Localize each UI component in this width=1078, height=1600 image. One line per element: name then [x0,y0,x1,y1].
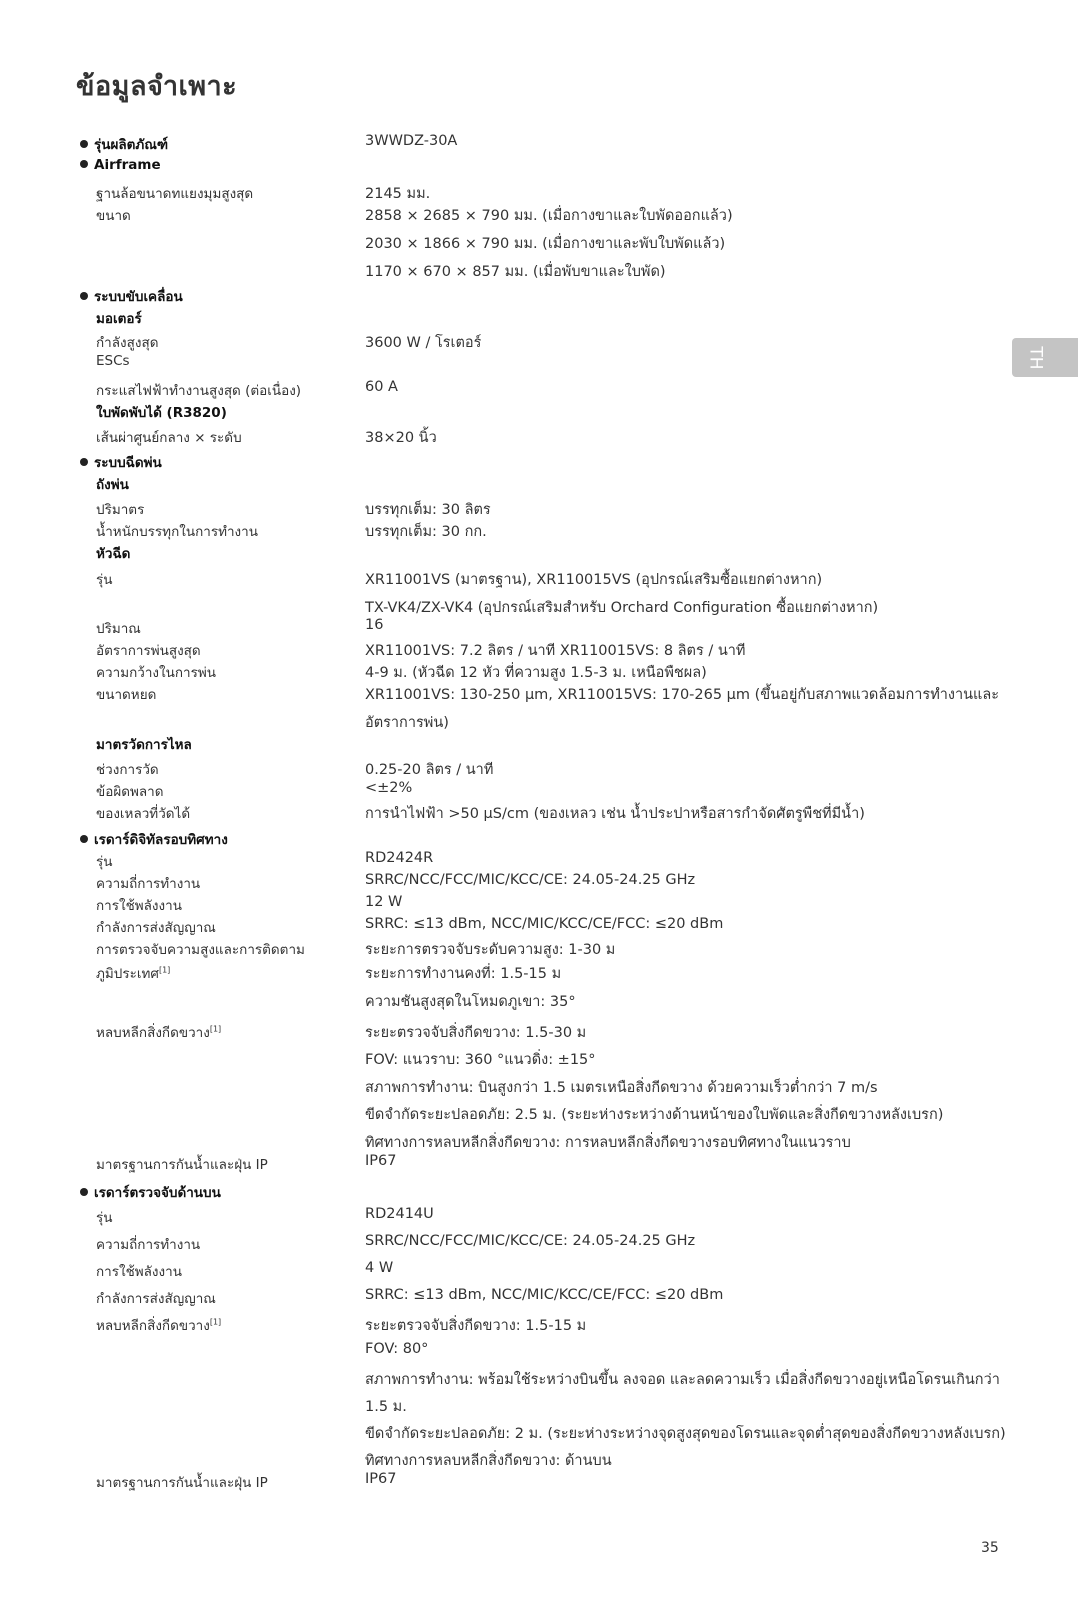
spec-value: SRRC: ≤13 dBm, NCC/MIC/KCC/CE/FCC: ≤20 dBm [365,1287,724,1303]
bullet-icon [80,160,88,168]
spec-value: TX-VK4/ZX-VK4 (อุปกรณ์เสริมสำหรับ Orchard Configuration ซื้อแยกต่างหาก) [365,600,879,616]
spec-label [96,498,144,520]
spec-value: ขีดจำกัดระยะปลอดภัย: 2 ม. (ระยะห่างระหว่างจุดสูงสุดของโดรนและจุดต่ำสุดของสิ่งกีดขวางหลังเบรก) [365,1426,1006,1442]
label-text: ESCs [96,353,130,369]
spec-value: สภาพการทำงาน: พร้อมใช้ระหว่างบินขึ้น ลงจอด และลดความเร็ว เมื่อสิ่งกีดขวางอยู่เหนือโดรนเกินกว่า [365,1372,1000,1388]
label-text: หลบหลีกสิ่งกีดขวาง [96,1025,210,1041]
spec-label [96,639,201,661]
footnote-ref: [1] [158,965,171,975]
label-text: ปริมาตร [96,502,145,518]
spec-label [96,1260,182,1282]
spec-label [96,1206,112,1228]
spec-value: IP67 [365,1471,397,1487]
label-text: การใช้พลังงาน [96,1264,182,1280]
spec-value: 38×20 นิ้ว [365,430,437,446]
label-text: มาตรวัดการไหล [96,737,192,753]
spec-value: สภาพการทำงาน: บินสูงกว่า 1.5 เมตรเหนือสิ่งกีดขวาง ด้วยความเร็วต่ำกว่า 7 m/s [365,1080,878,1096]
spec-value: 3600 W / โรเตอร์ [365,335,482,351]
spec-label [96,683,156,705]
spec-label [96,780,164,802]
spec-label [96,1314,221,1336]
spec-value: 4 W [365,1260,394,1276]
section-heading [80,451,162,473]
spec-value: IP67 [365,1153,397,1169]
label-text: อัตราการพ่นสูงสุด [96,643,201,659]
label-text: ปริมาณ [96,621,141,637]
spec-value: FOV: 80° [365,1341,429,1357]
label-text: รุ่น [96,572,113,588]
spec-value: บรรทุกเต็ม: 30 กก. [365,524,487,540]
bullet-icon [80,292,88,300]
spec-label [96,1021,221,1043]
label-text: ถังพ่น [96,477,129,493]
label-text: ขนาด [96,208,131,224]
language-tab-label: TH [1025,346,1046,370]
spec-label [96,962,170,984]
subsection-heading [96,401,227,423]
footnote-ref: [1] [209,1024,222,1034]
label-text: ฐานล้อขนาดทแยงมุมสูงสุด [96,186,254,202]
bullet-icon [80,140,88,148]
section-heading [80,133,168,155]
spec-value: SRRC: ≤13 dBm, NCC/MIC/KCC/CE/FCC: ≤20 dBm [365,916,724,932]
spec-label [96,331,158,353]
spec-value: บรรทุกเต็ม: 30 ลิตร [365,502,491,518]
spec-label [96,353,130,369]
page-number: 35 [981,1540,999,1556]
section-heading [80,1181,221,1203]
spec-value: FOV: แนวราบ: 360 °แนวดิ่ง: ±15° [365,1052,596,1068]
bullet-icon [80,458,88,466]
label-text: มาตรฐานการกันน้ำและฝุ่น IP [96,1157,268,1173]
spec-value: 2030 × 1866 × 790 มม. (เมื่อกางขาและพับใบพัดแล้ว) [365,236,726,252]
section-heading [80,157,161,173]
label-text: กำลังการส่งสัญญาณ [96,920,216,936]
label-text: เส้นผ่าศูนย์กลาง × ระดับ [96,430,242,446]
footnote-ref: [1] [209,1317,222,1327]
label-text: รุ่นผลิตภัณฑ์ [94,137,169,153]
spec-value: <±2% [365,780,413,796]
label-text: เรดาร์ตรวจจับด้านบน [94,1185,221,1201]
label-text: มาตรฐานการกันน้ำและฝุ่น IP [96,1475,268,1491]
label-text: ขนาดหยด [96,687,157,703]
spec-value: ระยะการตรวจจับระดับความสูง: 1-30 ม [365,942,616,958]
spec-value: ระยะตรวจจับสิ่งกีดขวาง: 1.5-30 ม [365,1025,587,1041]
label-text: หลบหลีกสิ่งกีดขวาง [96,1318,210,1334]
spec-value: 60 A [365,379,398,395]
label-text: ภูมิประเทศ [96,966,159,982]
spec-label [96,894,182,916]
label-text: รุ่น [96,1210,113,1226]
spec-value: ทิศทางการหลบหลีกสิ่งกีดขวาง: การหลบหลีกสิ่งกีดขวางรอบทิศทางในแนวราบ [365,1135,851,1151]
spec-label [96,1153,268,1175]
label-text: ความถี่การทำงาน [96,1237,201,1253]
spec-value: ขีดจำกัดระยะปลอดภัย: 2.5 ม. (ระยะห่างระหว่างด้านหน้าของใบพัดและสิ่งกีดขวางหลังเบรก) [365,1107,944,1123]
spec-label [96,568,112,590]
spec-value: ระยะตรวจจับสิ่งกีดขวาง: 1.5-15 ม [365,1318,587,1334]
spec-value: การนำไฟฟ้า >50 μS/cm (ของเหลว เช่น น้ำประปาหรือสารกำจัดศัตรูพืชที่มีน้ำ) [365,806,865,822]
label-text: กำลังการส่งสัญญาณ [96,1291,216,1307]
subsection-heading [96,307,142,329]
spec-label [96,916,216,938]
spec-value: SRRC/NCC/FCC/MIC/KCC/CE: 24.05-24.25 GHz [365,872,696,888]
spec-value: อัตราการพ่น) [365,715,449,731]
label-text: Airframe [94,157,161,173]
label-text: กำลังสูงสุด [96,335,159,351]
label-text: ความกว้างในการพ่น [96,665,216,681]
label-text: ระบบขับเคลื่อน [94,289,183,305]
spec-label [96,1287,216,1309]
spec-label [96,850,112,872]
label-text: การใช้พลังงาน [96,898,182,914]
section-heading [80,828,228,850]
label-text: ข้อผิดพลาด [96,784,164,800]
spec-label [96,872,200,894]
spec-value: XR11001VS: 130-250 μm, XR110015VS: 170-265 μm (ขึ้นอยู่กับสภาพแวดล้อมการทำงานและ [365,687,1000,703]
spec-label [96,204,131,226]
spec-label [96,802,190,824]
spec-value: XR11001VS: 7.2 ลิตร / นาที XR110015VS: 8 ลิตร / นาที [365,643,746,659]
label-text: มอเตอร์ [96,311,142,327]
page-title: ข้อมูลจำเพาะ [76,71,238,102]
spec-label [96,426,242,448]
spec-value: RD2424R [365,850,434,866]
label-text: รุ่น [96,854,113,870]
spec-label [96,182,253,204]
subsection-heading [96,733,192,755]
spec-value: 12 W [365,894,403,910]
label-text: ช่วงการวัด [96,762,159,778]
spec-label [96,520,258,542]
spec-value: ทิศทางการหลบหลีกสิ่งกีดขวาง: ด้านบน [365,1453,612,1469]
label-text: กระแสไฟฟ้าทำงานสูงสุด (ต่อเนื่อง) [96,383,302,399]
spec-value: 1170 × 670 × 857 มม. (เมื่อพับขาและใบพัด) [365,264,666,280]
spec-value: 0.25-20 ลิตร / นาที [365,762,494,778]
spec-label [96,1471,268,1493]
spec-value: 16 [365,617,384,633]
spec-label [96,758,159,780]
label-text: เรดาร์ดิจิทัลรอบทิศทาง [94,832,228,848]
spec-label [96,938,305,960]
label-text: ใบพัดพับได้ (R3820) [96,405,227,421]
bullet-icon [80,835,88,843]
spec-value: 4-9 ม. (หัวฉีด 12 หัว ที่ความสูง 1.5-3 ม. เหนือพืชผล) [365,665,707,681]
bullet-icon [80,1188,88,1196]
spec-value: 3WWDZ-30A [365,133,458,149]
label-text: น้ำหนักบรรทุกในการทำงาน [96,524,258,540]
section-heading [80,285,183,307]
spec-value: ความชันสูงสุดในโหมดภูเขา: 35° [365,994,576,1010]
spec-label [96,617,141,639]
spec-value: 2145 มม. [365,186,431,202]
spec-value: 1.5 ม. [365,1399,407,1415]
spec-value: RD2414U [365,1206,434,1222]
subsection-heading [96,542,130,564]
spec-label [96,661,216,683]
label-text: การตรวจจับความสูงและการติดตาม [96,942,305,958]
spec-value: XR11001VS (มาตรฐาน), XR110015VS (อุปกรณ์เสริมซื้อแยกต่างหาก) [365,572,823,588]
label-text: หัวฉีด [96,546,131,562]
spec-value: 2858 × 2685 × 790 มม. (เมื่อกางขาและใบพัดออกแล้ว) [365,208,733,224]
spec-label [96,1233,200,1255]
spec-label [96,379,301,401]
language-tab[interactable] [1012,338,1078,377]
label-text: ระบบฉีดพ่น [94,455,162,471]
spec-value: ระยะการทำงานคงที่: 1.5-15 ม [365,966,562,982]
label-text: ความถี่การทำงาน [96,876,201,892]
subsection-heading [96,473,129,495]
spec-value: SRRC/NCC/FCC/MIC/KCC/CE: 24.05-24.25 GHz [365,1233,696,1249]
label-text: ของเหลวที่วัดได้ [96,806,191,822]
